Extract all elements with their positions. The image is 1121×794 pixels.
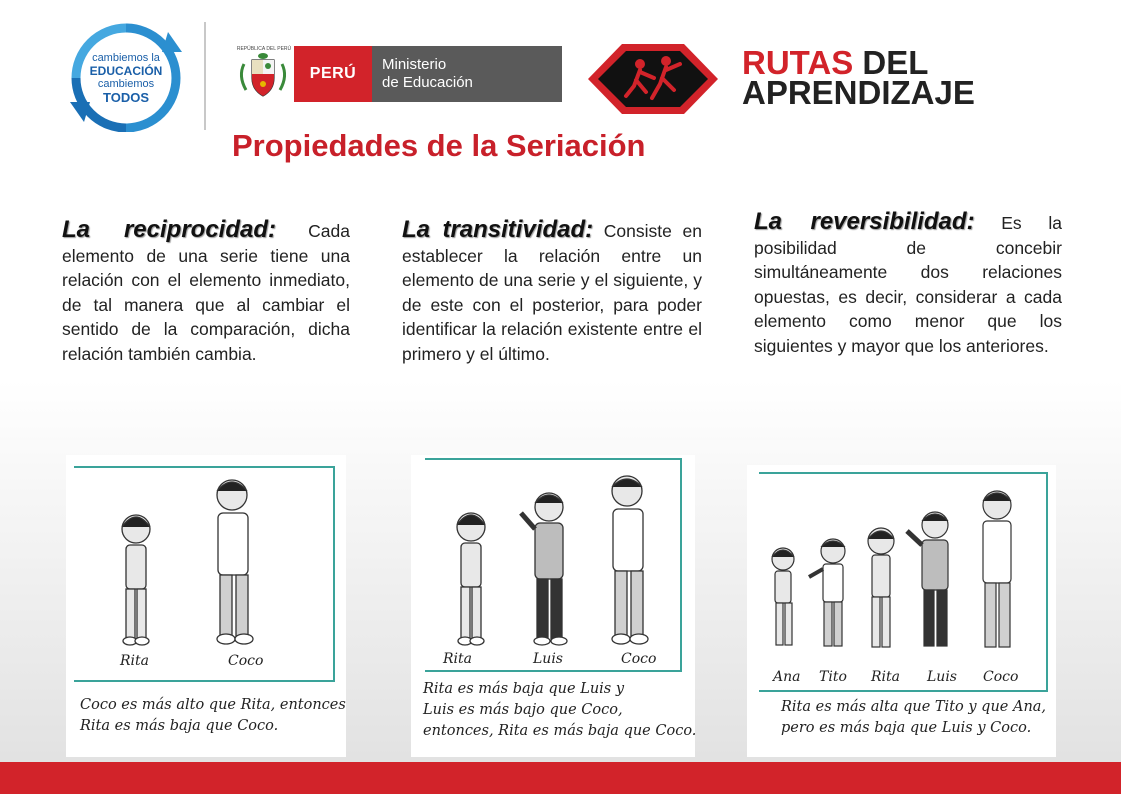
peru-shield	[234, 46, 292, 102]
caption-line: Rita es más alta que Tito y que Ana,	[781, 699, 1047, 715]
name-label-coco: Coco	[228, 653, 264, 669]
rutas-logo-text	[742, 44, 975, 111]
republic-label: REPÚBLICA DEL PERÚ	[236, 46, 292, 52]
child-figure-coco	[612, 476, 648, 644]
name-label-luis: Luis	[927, 669, 957, 685]
property-transitivity	[402, 218, 702, 366]
caption-line: Coco es más alto que Rita, entonces	[80, 697, 346, 713]
name-label-luis: Luis	[533, 651, 563, 667]
name-label-coco: Coco	[621, 651, 657, 667]
term-transitivity: La transitividad:	[402, 216, 594, 243]
campaign-line4: TODOS	[103, 90, 149, 105]
rutas-diamond-icon	[584, 42, 722, 116]
text-reciprocity: Cada elemento de una serie tiene una relación con el elemento inmediato, de tal manera que al cambiar el sentido de la comparación, dicha relación también cambia.	[62, 221, 350, 364]
property-reversibility	[754, 210, 1062, 358]
child-figure-ana	[772, 548, 794, 645]
name-label-rita: Rita	[120, 653, 149, 669]
illustration-panel-reciprocity	[66, 455, 346, 757]
child-figure-luis	[907, 512, 948, 646]
child-figure-rita	[868, 528, 894, 647]
campaign-line3: cambiemos	[97, 78, 155, 90]
name-label-ana: Ana	[773, 669, 801, 685]
panel-caption	[423, 679, 696, 742]
text-reversibility: Es la posibilidad de concebir simultáneamente dos relaciones opuestas, es decir, considerar a cada elemento como menor que los siguientes y mayor que los anteriores.	[754, 213, 1062, 356]
child-figure-luis	[521, 493, 567, 645]
bottom-red-bar	[0, 762, 1121, 794]
illustration-panel-transitivity	[411, 455, 695, 757]
caption-line: pero es más baja que Luis y Coco.	[781, 720, 1032, 736]
panel-caption	[80, 695, 346, 737]
name-label-rita: Rita	[443, 651, 472, 667]
campaign-line1: cambiemos la	[92, 52, 160, 64]
name-label-tito: Tito	[819, 669, 847, 685]
child-figure-rita	[457, 513, 485, 645]
child-figure-tito	[809, 539, 845, 646]
name-label-coco: Coco	[983, 669, 1019, 685]
ministry-line1: Ministerio	[382, 56, 447, 73]
text-transitivity: Consiste en establecer la relación entre un elemento de una serie y el siguiente, y de este con el posterior, para poder identificar la relación existente entre el primero y el último.	[402, 221, 702, 364]
campaign-line2: EDUCACIÓN	[89, 64, 163, 78]
caption-line: entonces, Rita es más baja que Coco.	[423, 723, 697, 739]
term-reciprocity: La reciprocidad:	[62, 216, 276, 243]
child-figure-coco	[217, 480, 253, 644]
term-reversibility: La reversibilidad:	[754, 208, 975, 235]
campaign-logo	[64, 22, 188, 132]
property-reciprocity	[62, 218, 350, 366]
ministry-line2: de Educación	[382, 74, 473, 91]
header-divider	[204, 22, 206, 130]
page-title: Propiedades de la Seriación	[232, 128, 646, 163]
ministry-name	[372, 46, 562, 102]
name-label-rita: Rita	[871, 669, 900, 685]
national-shield-icon	[234, 46, 292, 102]
caption-line: Luis es más bajo que Coco,	[423, 702, 623, 718]
del-word: DEL	[862, 44, 929, 81]
peru-label: PERÚ	[294, 46, 372, 102]
rutas-word: RUTAS	[742, 44, 854, 81]
caption-line: Rita es más baja que Coco.	[80, 718, 279, 734]
illustration-panel-reversibility	[747, 465, 1056, 757]
panel-caption	[781, 697, 1046, 739]
caption-line: Rita es más baja que Luis y	[423, 681, 625, 697]
child-figure-coco	[983, 491, 1011, 647]
aprendizaje-word: APRENDIZAJE	[742, 74, 975, 111]
child-figure-rita	[122, 515, 150, 645]
ministry-logo	[234, 46, 562, 102]
